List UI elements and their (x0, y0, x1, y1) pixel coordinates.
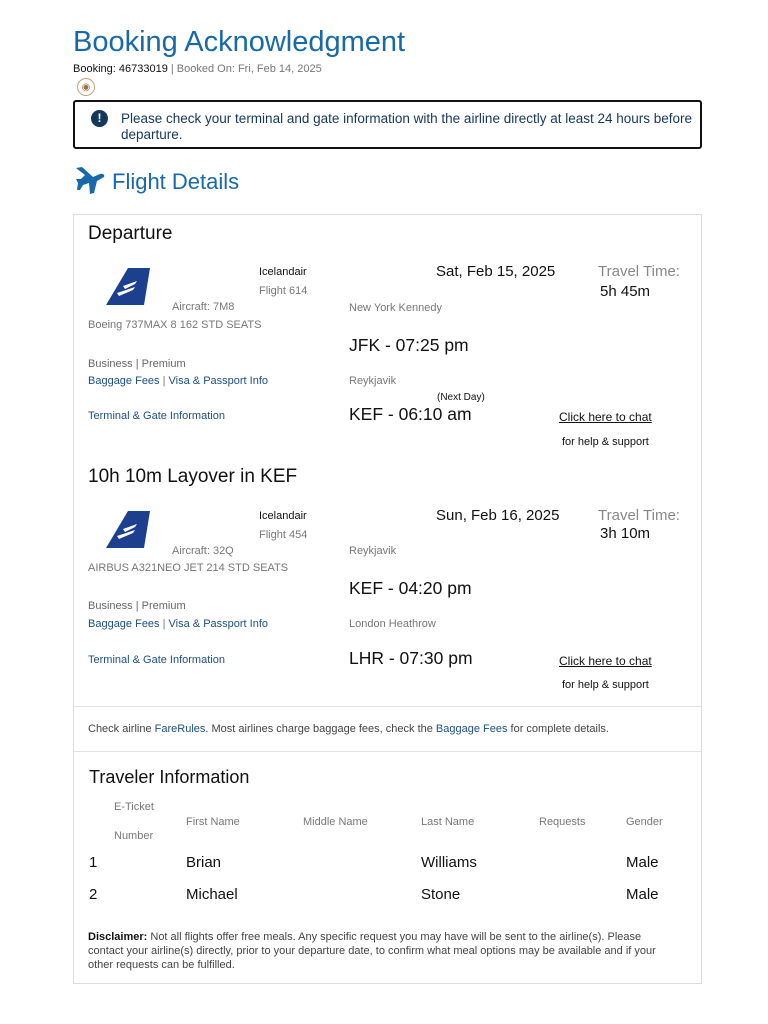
segment1-from-city: New York Kennedy (349, 302, 442, 314)
col-first-name: First Name (186, 816, 240, 828)
segment2-travel-time: 3h 10m (600, 525, 651, 542)
segment2-terminal-link[interactable]: Terminal & Gate Information (88, 654, 225, 666)
fare-note-prefix: Check airline (88, 723, 155, 735)
fare-note-suffix: for complete details. (507, 723, 609, 735)
info-icon: ! (91, 110, 108, 127)
segment2-baggage-link[interactable]: Baggage Fees (88, 618, 160, 630)
segment1-cabin: Business | Premium (88, 358, 186, 370)
segment2-flight: Flight 454 (259, 529, 308, 541)
airplane-icon (73, 163, 107, 197)
traveler-gender: Male (626, 886, 659, 903)
col-middle-name: Middle Name (303, 816, 368, 828)
departure-heading: Departure (88, 223, 173, 244)
segment1-aircraft: Aircraft: 7M8 (172, 301, 235, 313)
col-eticket-2: Number (114, 830, 154, 842)
segment2-date: Sun, Feb 16, 2025 (436, 507, 560, 524)
segment2-to-time: LHR - 07:30 pm (349, 648, 473, 668)
segment2-aircraft: Aircraft: 32Q (172, 545, 234, 557)
traveler-num: 1 (89, 854, 98, 871)
divider (74, 706, 701, 707)
segment2-links: Baggage Fees | Visa & Passport Info (88, 618, 269, 630)
segment1-chat-help: for help & support (562, 436, 649, 448)
flight-details-title: Flight Details (112, 169, 240, 194)
segment2-chat-help: for help & support (562, 679, 649, 691)
fare-note-middle: . Most airlines charge baggage fees, check the (205, 723, 436, 735)
traveler-gender: Male (626, 854, 659, 871)
segment2-from-time: KEF - 04:20 pm (349, 578, 472, 598)
segment1-to-city: Reykjavik (349, 375, 397, 387)
traveler-first: Michael (186, 886, 238, 903)
segment2-chat-link[interactable]: Click here to chat (559, 654, 652, 668)
col-last-name: Last Name (421, 816, 475, 828)
col-eticket-1: E-Ticket (114, 801, 154, 813)
segment1-flight: Flight 614 (259, 285, 308, 297)
segment2-from-city: Reykjavik (349, 545, 397, 557)
terminal-notice (73, 100, 702, 149)
segment2-travel-time-label: Travel Time: (598, 507, 680, 524)
segment2-seats: AIRBUS A321NEO JET 214 STD SEATS (88, 562, 289, 574)
segment1-from-time: JFK - 07:25 pm (349, 335, 469, 355)
segment1-date: Sat, Feb 15, 2025 (436, 263, 556, 280)
segment1-visa-link[interactable]: Visa & Passport Info (168, 375, 269, 387)
traveler-first: Brian (186, 854, 222, 871)
traveler-num: 2 (89, 886, 98, 903)
booked-on: | Booked On: Fri, Feb 14, 2025 (170, 63, 322, 75)
segment2-airline: Icelandair (259, 510, 307, 522)
segment1-seats: Boeing 737MAX 8 162 STD SEATS (88, 319, 262, 331)
segment1-next-day: (Next Day) (437, 392, 485, 403)
segment2-visa-link[interactable]: Visa & Passport Info (168, 618, 269, 630)
traveler-last: Williams (421, 854, 477, 871)
segment2-cabin: Business | Premium (88, 600, 186, 612)
divider (74, 751, 701, 752)
segment1-airline: Icelandair (259, 266, 307, 278)
page-title: Booking Acknowledgment (73, 26, 406, 58)
layover-heading: 10h 10m Layover in KEF (88, 466, 298, 487)
segment1-baggage-link[interactable]: Baggage Fees (88, 375, 160, 387)
booking-label: Booking: (73, 63, 116, 75)
booking-info (73, 63, 322, 75)
segment1-links: Baggage Fees | Visa & Passport Info (88, 375, 269, 387)
fare-rules-link[interactable]: FareRules (154, 723, 206, 735)
col-requests: Requests (539, 816, 586, 828)
segment1-terminal-link[interactable]: Terminal & Gate Information (88, 410, 225, 422)
disclaimer-label: Disclaimer: (88, 931, 148, 943)
disclaimer (88, 930, 673, 972)
notice-message: Please check your terminal and gate information with the airline directly at least 24 hours before departure. (121, 111, 693, 142)
col-gender: Gender (626, 816, 663, 828)
airline-logo-icon (104, 268, 152, 306)
segment2-to-city: London Heathrow (349, 618, 436, 630)
segment1-chat-link[interactable]: Click here to chat (559, 410, 652, 424)
segment1-travel-time: 5h 45m (600, 283, 651, 300)
traveler-info-title: Traveler Information (89, 767, 250, 787)
trip-badge-icon: ◉ (77, 78, 95, 96)
fare-baggage-link[interactable]: Baggage Fees (435, 723, 508, 735)
segment1-to-time: KEF - 06:10 am (349, 404, 472, 424)
airline-logo-icon (104, 511, 152, 549)
booking-number: 46733019 (118, 63, 168, 75)
segment1-travel-time-label: Travel Time: (598, 263, 680, 280)
traveler-last: Stone (421, 886, 461, 903)
fare-note (88, 723, 609, 735)
disclaimer-text: Not all flights offer free meals. Any specific request you may have will be sent to the airline(s). Please contact your airline(s) directly, prior to your departure date, to confirm what meal options may be available and if your other requests can be fulfilled. (88, 931, 656, 971)
